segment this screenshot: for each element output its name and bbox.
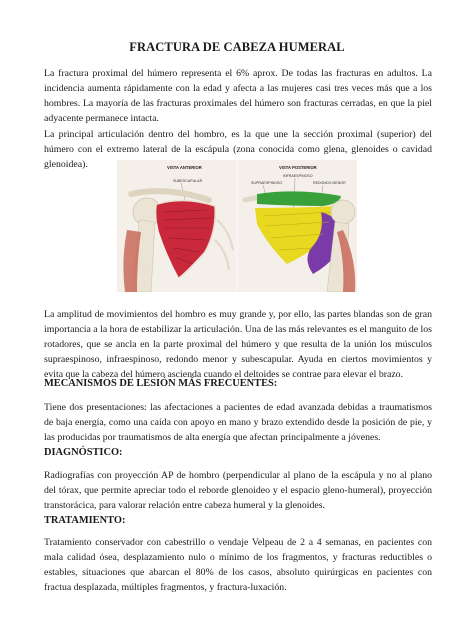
shoulder-anatomy-illustration: [117, 160, 357, 292]
anterior-view-panel: [117, 160, 235, 292]
movement-paragraph: La amplitud de movimientos del hombro es muy grande y, por ello, las partes blandas son de gran importancia a la hora de estabilizar la articulación. Una de las más relevantes es el manguito de los rotadores, que se ancla en la parte proximal del húmero y que resulta de la unión los músculos supraespinoso, infraespinoso, redondo menor y subescapular. Ayuda en ciertos movimientos y evita que la cabeza del húmero ascienda cuando el deltoides se contrae para elevar el brazo.: [44, 309, 432, 380]
diagnosis-heading: DIAGNÓSTICO:: [44, 447, 123, 458]
articulation-paragraph: La principal articulación dentro del hombro, es la que une la sección proximal (superior) del húmero con el extremo lateral de la escápula (zona conocida como glena, glenoides o cavidad glenoidea).: [44, 129, 432, 170]
anterior-view-label: VISTA ANTERIOR: [167, 165, 202, 170]
treatment-heading: TRATAMIENTO:: [44, 515, 126, 526]
diagnosis-text: Radiografías con proyección AP de hombro (perpendicular al plano de la escápula y no al plano del tórax, que permite apreciar todo el reborde glenoideo y el espacio gleno-humeral), proyección transtorácica, para valorar relación entre cabeza humeral y la glenoides.: [44, 470, 432, 511]
intro-paragraph: La fractura proximal del húmero representa el 6% aprox. De todas las fracturas en adultos. La incidencia aumenta rápidamente con la edad y afecta a las mujeres casi tres veces más que a los hombres. La mayoría de las fracturas proximales del húmero son fracturas cerradas, en que la piel adyacente permanece intacta.: [44, 68, 432, 124]
mechanisms-text: Tiene dos presentaciones: las afectaciones a pacientes de edad avanzada debidas a traumatismos de baja energía, como una caída con apoyo en mano y brazo extendido desde la posición de pie, y las producidas por traumatismos de alta energía que afectan principalmente a jóvenes.: [44, 402, 432, 443]
teres-minor-label: REDONDO MENOR: [313, 181, 346, 185]
posterior-view-label: VISTA POSTERIOR: [279, 165, 317, 170]
subscapular-label: SUBESCAPULAR: [173, 179, 203, 183]
shoulder-anatomy-figure: [117, 160, 357, 292]
document-title: FRACTURA DE CABEZA HUMERAL: [129, 40, 345, 54]
posterior-view-panel: [239, 160, 357, 292]
supraspinatus-label: SUPRAESPINOSO: [251, 181, 283, 185]
infraspinatus-label: INFRAESPINOSO: [283, 174, 313, 178]
mechanisms-heading: MECANISMOS DE LESIÓN MÁS FRECUENTES:: [44, 378, 278, 389]
treatment-text: Tratamiento conservador con cabestrillo o vendaje Velpeau de 2 a 4 semanas, en pacientes con mala calidad ósea, desplazamiento nulo o mínimo de los fragmentos, y fracturas reductibles o estables, situaciones que abarcan el 80% de los casos, absoluto quirúrgicas en pacientes con fractua desplazada, múltiples fragmentos, y fractura-luxación.: [44, 537, 432, 593]
